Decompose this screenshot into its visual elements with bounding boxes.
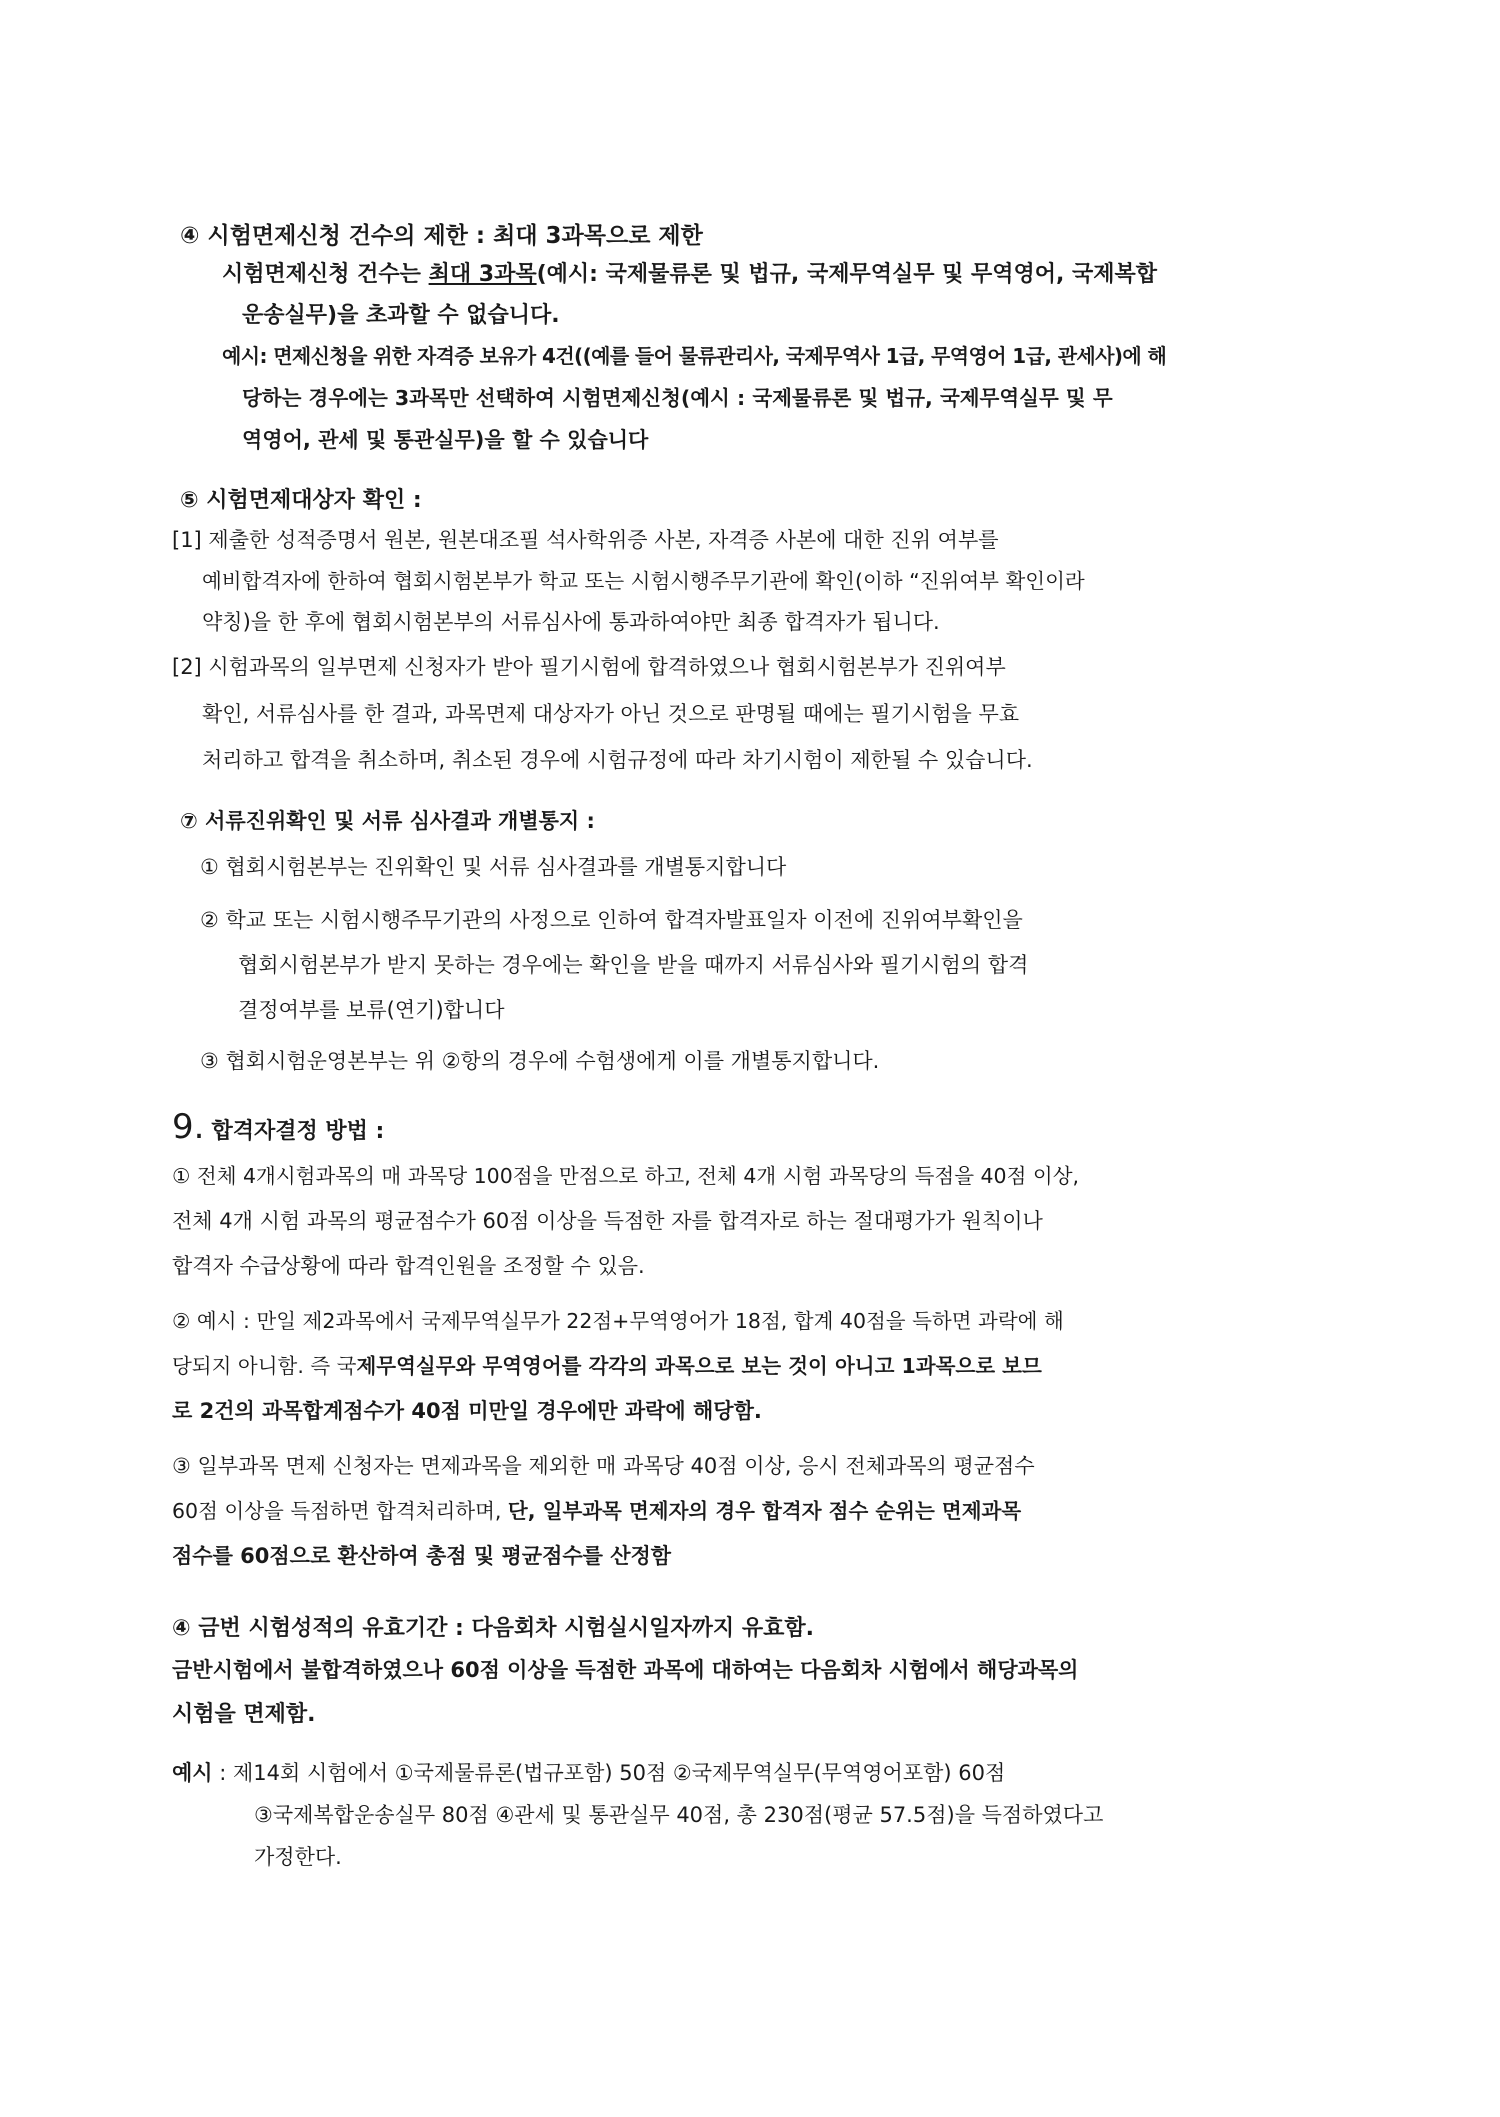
section-9-c2-line1: ② 예시 : 만일 제2과목에서 국제무역실무가 22점+무역영어가 18점, 합계 40점을 득하면 과락에 해 <box>172 1309 1064 1333</box>
section-9-heading <box>172 1102 384 1153</box>
section-9-c2-line2-plain: 당되지 아니함. 즉 국 <box>172 1354 357 1378</box>
section-9-example-label: 예시 <box>172 1761 213 1785</box>
section-5-p1-line1: [1] 제출한 성적증명서 원본, 원본대조필 석사학위증 사본, 자격증 사본에 대한 진위 여부를 <box>172 528 999 552</box>
section-4-body-line1 <box>222 258 1157 291</box>
section-5-p1-line3: 약칭)을 한 후에 협회시험본부의 서류심사에 통과하여야만 최종 합격자가 됩니다. <box>202 610 940 634</box>
section-9-c1-line3: 합격자 수급상황에 따라 합격인원을 조정할 수 있음. <box>172 1254 645 1278</box>
section-7-heading: ⑦ 서류진위확인 및 서류 심사결과 개별통지 : <box>180 809 595 833</box>
section-4-example-line3: 역영어, 관세 및 통관실무)을 할 수 있습니다 <box>242 428 649 452</box>
section-7-item3: ③ 협회시험운영본부는 위 ②항의 경우에 수험생에게 이를 개별통지합니다. <box>200 1049 880 1073</box>
section-9-example-line3: 가정한다. <box>254 1845 342 1869</box>
section-9-c2-line2-bold: 제무역실무와 무역영어를 각각의 과목으로 보는 것이 아니고 1과목으로 보므 <box>356 1354 1042 1378</box>
section-9-c3-line1: ③ 일부과목 면제 신청자는 면제과목을 제외한 매 과목당 40점 이상, 응시 전체과목의 평균점수 <box>172 1454 1035 1478</box>
section-9-example-line1 <box>172 1758 1005 1790</box>
section-9-c1-line2: 전체 4개 시험 과목의 평균점수가 60점 이상을 득점한 자를 합격자로 하는 절대평가가 원칙이나 <box>172 1209 1043 1233</box>
section-9-c4-line1: ④ 금번 시험성적의 유효기간 : 다음회차 시험실시일자까지 유효함. <box>172 1616 814 1641</box>
section-4-body-underline: 최대 3과목 <box>428 262 537 287</box>
section-4-example-line1: 예시: 면제신청을 위한 자격증 보유가 4건((예를 들어 물류관리사, 국제무역사 1급, 무역영어 1급, 관세사)에 해 <box>222 344 1167 368</box>
section-5-p2-line1: [2] 시험과목의 일부면제 신청자가 받아 필기시험에 합격하였으나 협회시험본부가 진위여부 <box>172 655 1006 679</box>
section-4-body-post: (예시: 국제물류론 및 법규, 국제무역실무 및 무역영어, 국제복합 <box>536 262 1158 287</box>
section-4-body-line2: 운송실무)을 초과할 수 없습니다. <box>242 303 560 328</box>
section-5-p2-line2: 확인, 서류심사를 한 결과, 과목면제 대상자가 아닌 것으로 판명될 때에는 필기시험을 무효 <box>202 702 1020 726</box>
section-7-item2-line3: 결정여부를 보류(연기)합니다 <box>238 998 505 1022</box>
section-4-heading: ④ 시험면제신청 건수의 제한 : 최대 3과목으로 제한 <box>180 223 703 249</box>
section-9-c3-line3: 점수를 60점으로 환산하여 총점 및 평균점수를 산정함 <box>172 1544 672 1568</box>
section-4-example-line2: 당하는 경우에는 3과목만 선택하여 시험면제신청(예시 : 국제물류론 및 법규, 국제무역실무 및 무 <box>242 386 1113 410</box>
section-9-c4-line3: 시험을 면제함. <box>172 1702 316 1727</box>
section-9-c3-line2 <box>172 1496 1021 1527</box>
section-7-item2-line1: ② 학교 또는 시험시행주무기관의 사정으로 인하여 합격자발표일자 이전에 진위여부확인을 <box>200 908 1023 932</box>
section-5-p1-line2: 예비합격자에 한하여 협회시험본부가 학교 또는 시험시행주무기관에 확인(이하 “진위여부 확인이라 <box>202 569 1085 593</box>
section-9-example-line2: ③국제복합운송실무 80점 ④관세 및 통관실무 40점, 총 230점(평균 57.5점)을 득점하였다고 <box>254 1803 1104 1827</box>
section-4-body-pre: 시험면제신청 건수는 <box>222 262 429 287</box>
section-5-p2-line3: 처리하고 합격을 취소하며, 취소된 경우에 시험규정에 따라 차기시험이 제한될 수 있습니다. <box>202 748 1033 772</box>
section-9-c1-line1: ① 전체 4개시험과목의 매 과목당 100점을 만점으로 하고, 전체 4개 시험 과목당의 득점을 40점 이상, <box>172 1164 1080 1188</box>
section-9-example-text: : 제14회 시험에서 ①국제물류론(법규포함) 50점 ②국제무역실무(무역영어포함) 60점 <box>212 1761 1006 1785</box>
section-9-c3-line2-plain: 60점 이상을 득점하면 합격처리하며, <box>172 1499 508 1523</box>
section-9-c4-line2: 금반시험에서 불합격하였으나 60점 이상을 득점한 과목에 대하여는 다음회차 시험에서 해당과목의 <box>172 1658 1079 1682</box>
section-9-c2-line2 <box>172 1351 1042 1382</box>
section-9-c2-line3: 로 2건의 과목합계점수가 40점 미만일 경우에만 과락에 해당함. <box>172 1399 762 1423</box>
section-9-number: 9. <box>172 1107 205 1147</box>
section-5-heading: ⑤ 시험면제대상자 확인 : <box>180 488 422 513</box>
section-9-title: 합격자결정 방법 : <box>211 1119 385 1144</box>
section-7-item2-line2: 협회시험본부가 받지 못하는 경우에는 확인을 받을 때까지 서류심사와 필기시험의 합격 <box>238 953 1029 977</box>
section-9-c3-line2-bold: 단, 일부과목 면제자의 경우 합격자 점수 순위는 면제과목 <box>507 1499 1022 1523</box>
section-7-item1: ① 협회시험본부는 진위확인 및 서류 심사결과를 개별통지합니다 <box>200 855 787 879</box>
